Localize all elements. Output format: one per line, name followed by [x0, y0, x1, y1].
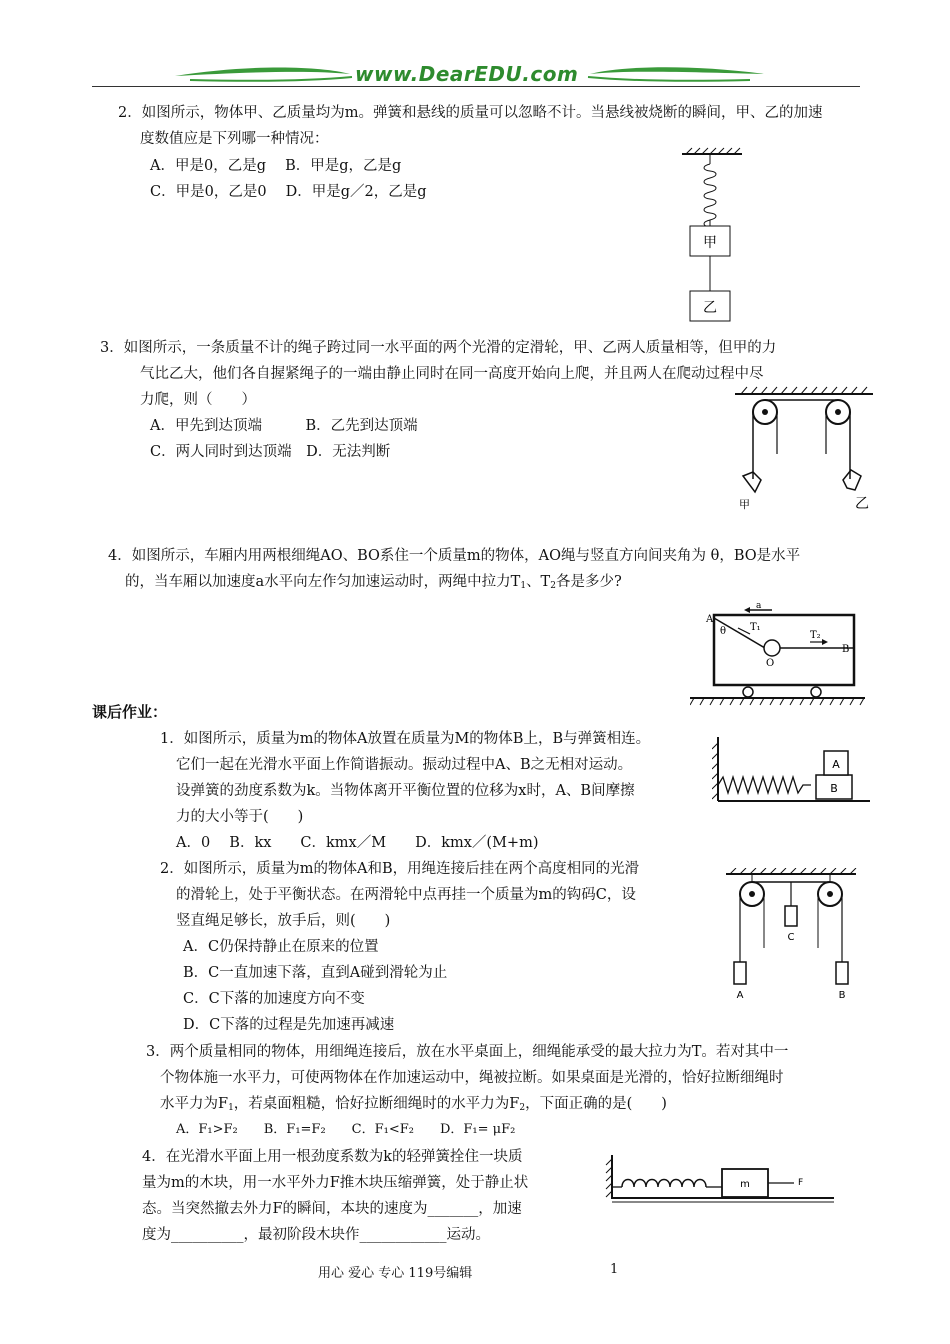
q3-pulley-figure	[735, 384, 875, 514]
q4-fig-acc: a	[756, 601, 762, 611]
hw1-line2: 它们一起在光滑水平面上作简谐振动。振动过程中A、B之无相对运动。	[176, 757, 633, 773]
q4-fig-label-o: O	[766, 658, 775, 669]
homework-title: 课后作业：	[92, 703, 168, 721]
hw1-fig-label-a: A	[832, 758, 840, 771]
hw4-line3: 态。当突然撤去外力F的瞬间，本块的速度为_______，加速	[142, 1201, 522, 1217]
q2-stem-line1: 2．如图所示，物体甲、乙质量均为m。弹簧和悬线的质量可以忽略不计。当悬线被烧断的瞬间，甲、乙的加速	[118, 105, 823, 121]
q4-stem-line2: 的，当车厢以加速度a水平向左作匀加速运动时，两绳中拉力$T_1$、$T_2$各是多少?	[125, 574, 622, 591]
hw4-line4: 度为__________，最初阶段木块作____________运动。	[142, 1227, 490, 1243]
hw3-line3: 水平力为$F_1$，若桌面粗糙，恰好拉断细绳时的水平力为$F_2$，下面正确的是( )	[160, 1096, 667, 1113]
hw2-option-a: A．C仍保持静止在原来的位置	[183, 939, 379, 955]
q3-fig-label-yi: 乙	[855, 496, 869, 512]
q2-options-cd: C．甲是0，乙是0 D．甲是g／2，乙是g	[150, 184, 427, 200]
q3-options-cd: C．两人同时到达顶端 D．无法判断	[150, 444, 391, 460]
hw2-option-d: D．C下落的过程是先加速再减速	[183, 1017, 395, 1033]
q4-fig-label-t2: T₂	[810, 630, 821, 641]
q4-stem-line1: 4．如图所示，车厢内用两根细绳AO、BO系住一个质量m的物体，AO绳与竖直方向间夹角为 θ，BO是水平	[108, 548, 801, 564]
header-rule	[92, 86, 860, 87]
hw2-option-b: B．C一直加速下落，直到A碰到滑轮为止	[183, 965, 448, 981]
page-number: 1	[610, 1262, 619, 1277]
q3-stem-line1: 3．如图所示，一条质量不计的绳子跨过同一水平面的两个光滑的定滑轮，甲、乙两人质量相等，但甲的力	[100, 340, 777, 356]
q4-fig-label-t1: T₁	[750, 622, 761, 633]
q2-stem-line2: 度数值应是下列哪一种情况：	[140, 131, 329, 147]
hw2-fig-label-b: B	[838, 990, 846, 1001]
hw4-spring-block-figure	[604, 1153, 874, 1205]
q4-fig-label-a: A	[706, 614, 714, 625]
q4-car-figure	[690, 600, 865, 710]
footer-text: 用心 爱心 专心 119号编辑	[318, 1266, 473, 1281]
hw2-fig-label-a: A	[736, 990, 744, 1001]
hw1-line3: 设弹簧的劲度系数为k。当物体离开平衡位置的位移为x时，A、B间摩擦	[176, 783, 635, 799]
hw1-options: A．0 B．kx C．kmx／M D．kmx／(M+m)	[176, 835, 539, 851]
hw2-line1: 2．如图所示，质量为m的物体A和B，用绳连接后挂在两个高度相同的光滑	[160, 861, 640, 877]
hw1-fig-label-b: B	[830, 782, 838, 795]
hw2-pulley-figure	[722, 868, 862, 1003]
q4-fig-label-b: B	[842, 644, 850, 655]
hw4-fig-label-m: m	[740, 1179, 750, 1190]
q3-options-ab: A．甲先到达顶端 B．乙先到达顶端	[150, 418, 418, 434]
q2-options-ab: A．甲是0，乙是g B．甲是g，乙是g	[150, 158, 402, 174]
q2-spring-figure	[668, 146, 758, 326]
hw3-line2: 个物体施一水平力，可使两物体在作加速运动中，绳被拉断。如果桌面是光滑的，恰好拉断细绳时	[160, 1070, 784, 1086]
hw4-line1: 4．在光滑水平面上用一根劲度系数为k的轻弹簧拴住一块质	[142, 1149, 523, 1165]
q3-stem-line2: 气比乙大，他们各自握紧绳子的一端由静止同时在同一高度开始向上爬，并且两人在爬动过程中尽	[140, 366, 764, 382]
hw4-fig-label-f: F	[798, 1178, 804, 1188]
q3-fig-label-jia: 甲	[739, 498, 750, 511]
hw3-options: A．F₁>F₂ B．F₁=F₂ C．F₁<F₂ D．F₁= μF₂	[176, 1122, 516, 1137]
hw2-line2: 的滑轮上，处于平衡状态。在两滑轮中点再挂一个质量为m的钩码C，设	[176, 887, 636, 903]
hw1-line1: 1．如图所示，质量为m的物体A放置在质量为M的物体B上，B与弹簧相连。	[160, 731, 651, 747]
q4-fig-label-theta: θ	[720, 626, 727, 637]
logo-text: www.DearEDU.com	[355, 62, 579, 86]
hw2-fig-label-c: C	[787, 932, 795, 943]
q2-fig-label-jia: 甲	[703, 235, 717, 251]
q3-stem-line3: 力爬，则（ ）	[140, 392, 256, 408]
hw3-line1: 3．两个质量相同的物体，用细绳连接后，放在水平桌面上，细绳能承受的最大拉力为T。若对其中一	[146, 1044, 789, 1060]
hw2-option-c: C．C下落的加速度方向不变	[183, 991, 365, 1007]
hw4-line2: 量为m的木块，用一水平外力F推木块压缩弹簧，处于静止状	[142, 1175, 529, 1191]
hw2-line3: 竖直绳足够长，放手后，则( )	[176, 913, 391, 929]
q2-fig-label-yi: 乙	[703, 300, 717, 316]
hw1-spring-block-figure	[712, 735, 872, 810]
hw1-line4: 力的大小等于( )	[176, 809, 304, 825]
